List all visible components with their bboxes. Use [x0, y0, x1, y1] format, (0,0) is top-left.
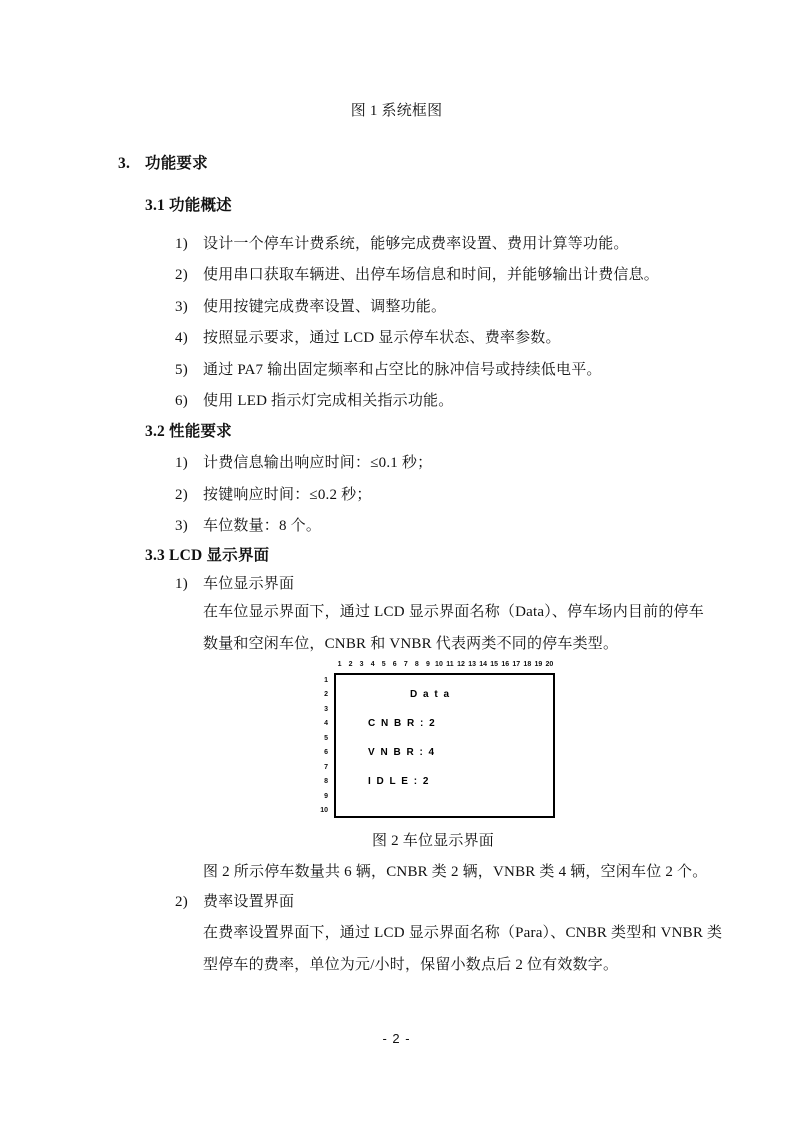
- lcd-column-number: 12: [457, 661, 465, 668]
- requirement-item-3-1-5: [175, 361, 602, 379]
- section-3-1-heading: 3.1 功能概述: [145, 197, 232, 214]
- paragraph-line: 图 2 所示停车数量共 6 辆，CNBR 类 2 辆，VNBR 类 4 辆，空闲车位 2 个。: [203, 864, 708, 880]
- lcd-item-1: [175, 575, 294, 593]
- lcd-column-number: 7: [403, 661, 408, 668]
- lcd-row-number: 7: [324, 763, 328, 771]
- item-text: 按键响应时间：≤0.2 秒；: [203, 487, 372, 503]
- lcd-column-numbers: [334, 660, 555, 670]
- item-text: 通过 PA7 输出固定频率和占空比的脉冲信号或持续低电平。: [203, 362, 602, 378]
- section-3-2-heading: 3.2 性能要求: [145, 423, 232, 440]
- lcd-column-number: 6: [392, 661, 397, 668]
- item-number: 5): [175, 362, 188, 378]
- item-text: 按照显示要求，通过 LCD 显示停车状态、费率参数。: [203, 330, 561, 346]
- lcd-column-number: 16: [501, 661, 510, 668]
- lcd-line-data: D a t a: [410, 689, 451, 700]
- item-text: 设计一个停车计费系统，能够完成费率设置、费用计算等功能。: [203, 236, 629, 252]
- lcd-column-number: 10: [435, 661, 443, 668]
- lcd-row-number: 4: [324, 720, 328, 728]
- lcd-column-number: 1: [337, 661, 342, 668]
- lcd-column-number: 13: [468, 661, 476, 668]
- paragraph-line: 在车位显示界面下，通过 LCD 显示界面名称（Data）、停车场内目前的停车: [203, 604, 704, 620]
- lcd-row-number: 5: [324, 734, 328, 742]
- item-number: 1): [175, 236, 188, 252]
- item-text: 费率设置界面: [203, 894, 295, 910]
- lcd-column-number: 8: [414, 661, 419, 668]
- lcd-row-number: 2: [324, 691, 328, 699]
- item-text: 使用串口获取车辆进、出停车场信息和时间，并能够输出计费信息。: [203, 267, 660, 283]
- requirement-item-3-2-2: [175, 486, 372, 504]
- item-text: 车位显示界面: [203, 576, 295, 592]
- lcd-line-cnbr: C N B R : 2: [368, 718, 437, 729]
- paragraph-line: 数量和空闲车位，CNBR 和 VNBR 代表两类不同的停车类型。: [203, 636, 619, 652]
- lcd-column-number: 3: [359, 661, 364, 668]
- lcd-column-number: 19: [534, 661, 543, 668]
- lcd-row-numbers: [306, 673, 331, 818]
- item-number: 4): [175, 330, 188, 346]
- item-number: 6): [175, 393, 188, 409]
- requirement-item-3-1-4: [175, 329, 561, 347]
- requirement-item-3-1-3: [175, 298, 446, 316]
- lcd-row-number: 8: [324, 778, 328, 786]
- requirement-item-3-2-1: [175, 454, 432, 472]
- item-number: 3): [175, 518, 188, 534]
- lcd-column-number: 15: [490, 661, 499, 668]
- lcd-column-number: 9: [425, 661, 430, 668]
- lcd-row-number: 9: [324, 792, 328, 800]
- item-number: 3): [175, 299, 188, 315]
- requirement-item-3-1-6: [175, 392, 453, 410]
- lcd-row-number: 6: [324, 749, 328, 757]
- item-text: 使用按键完成费率设置、调整功能。: [203, 299, 447, 315]
- paragraph-line: 在费率设置界面下，通过 LCD 显示界面名称（Para）、CNBR 类型和 VNBR 类: [203, 925, 723, 941]
- lcd-row-number: 1: [324, 676, 328, 684]
- lcd-row-number: 10: [320, 807, 328, 815]
- lcd-line-idle: I D L E : 2: [368, 776, 430, 787]
- item-number: 1): [175, 455, 188, 471]
- paragraph-line: 型停车的费率，单位为元/小时，保留小数点后 2 位有效数字。: [203, 957, 619, 973]
- section-3-heading: [118, 155, 208, 173]
- lcd-line-vnbr: V N B R : 4: [368, 747, 436, 758]
- item-text: 计费信息输出响应时间：≤0.1 秒；: [203, 455, 433, 471]
- lcd-column-number: 5: [381, 661, 386, 668]
- figure2-caption: 图 2 车位显示界面: [372, 833, 495, 849]
- item-number: 1): [175, 576, 188, 592]
- requirement-item-3-2-3: [175, 517, 321, 535]
- item-text: 车位数量：8 个。: [203, 518, 322, 534]
- requirement-item-3-1-1: [175, 235, 629, 253]
- page-number: - 2 -: [382, 1031, 411, 1046]
- section-3-3-heading: 3.3 LCD 显示界面: [145, 547, 270, 564]
- lcd-column-number: 18: [523, 661, 532, 668]
- figure1-caption: 图 1 系统框图: [350, 103, 443, 119]
- lcd-column-number: 20: [545, 661, 554, 668]
- lcd-column-number: 4: [370, 661, 375, 668]
- lcd-row-number: 3: [324, 705, 328, 713]
- item-text: 使用 LED 指示灯完成相关指示功能。: [203, 393, 454, 409]
- lcd-column-number: 14: [479, 661, 488, 668]
- item-number: 2): [175, 487, 188, 503]
- requirement-item-3-1-2: [175, 266, 659, 284]
- lcd-column-number: 17: [512, 661, 521, 668]
- section-3-title: 功能要求: [145, 155, 208, 172]
- section-3-number: 3.: [118, 155, 131, 172]
- lcd-column-number: 2: [348, 661, 353, 668]
- item-number: 2): [175, 894, 188, 910]
- lcd-column-number: 11: [446, 661, 454, 668]
- item-number: 2): [175, 267, 188, 283]
- lcd-item-2: [175, 893, 294, 911]
